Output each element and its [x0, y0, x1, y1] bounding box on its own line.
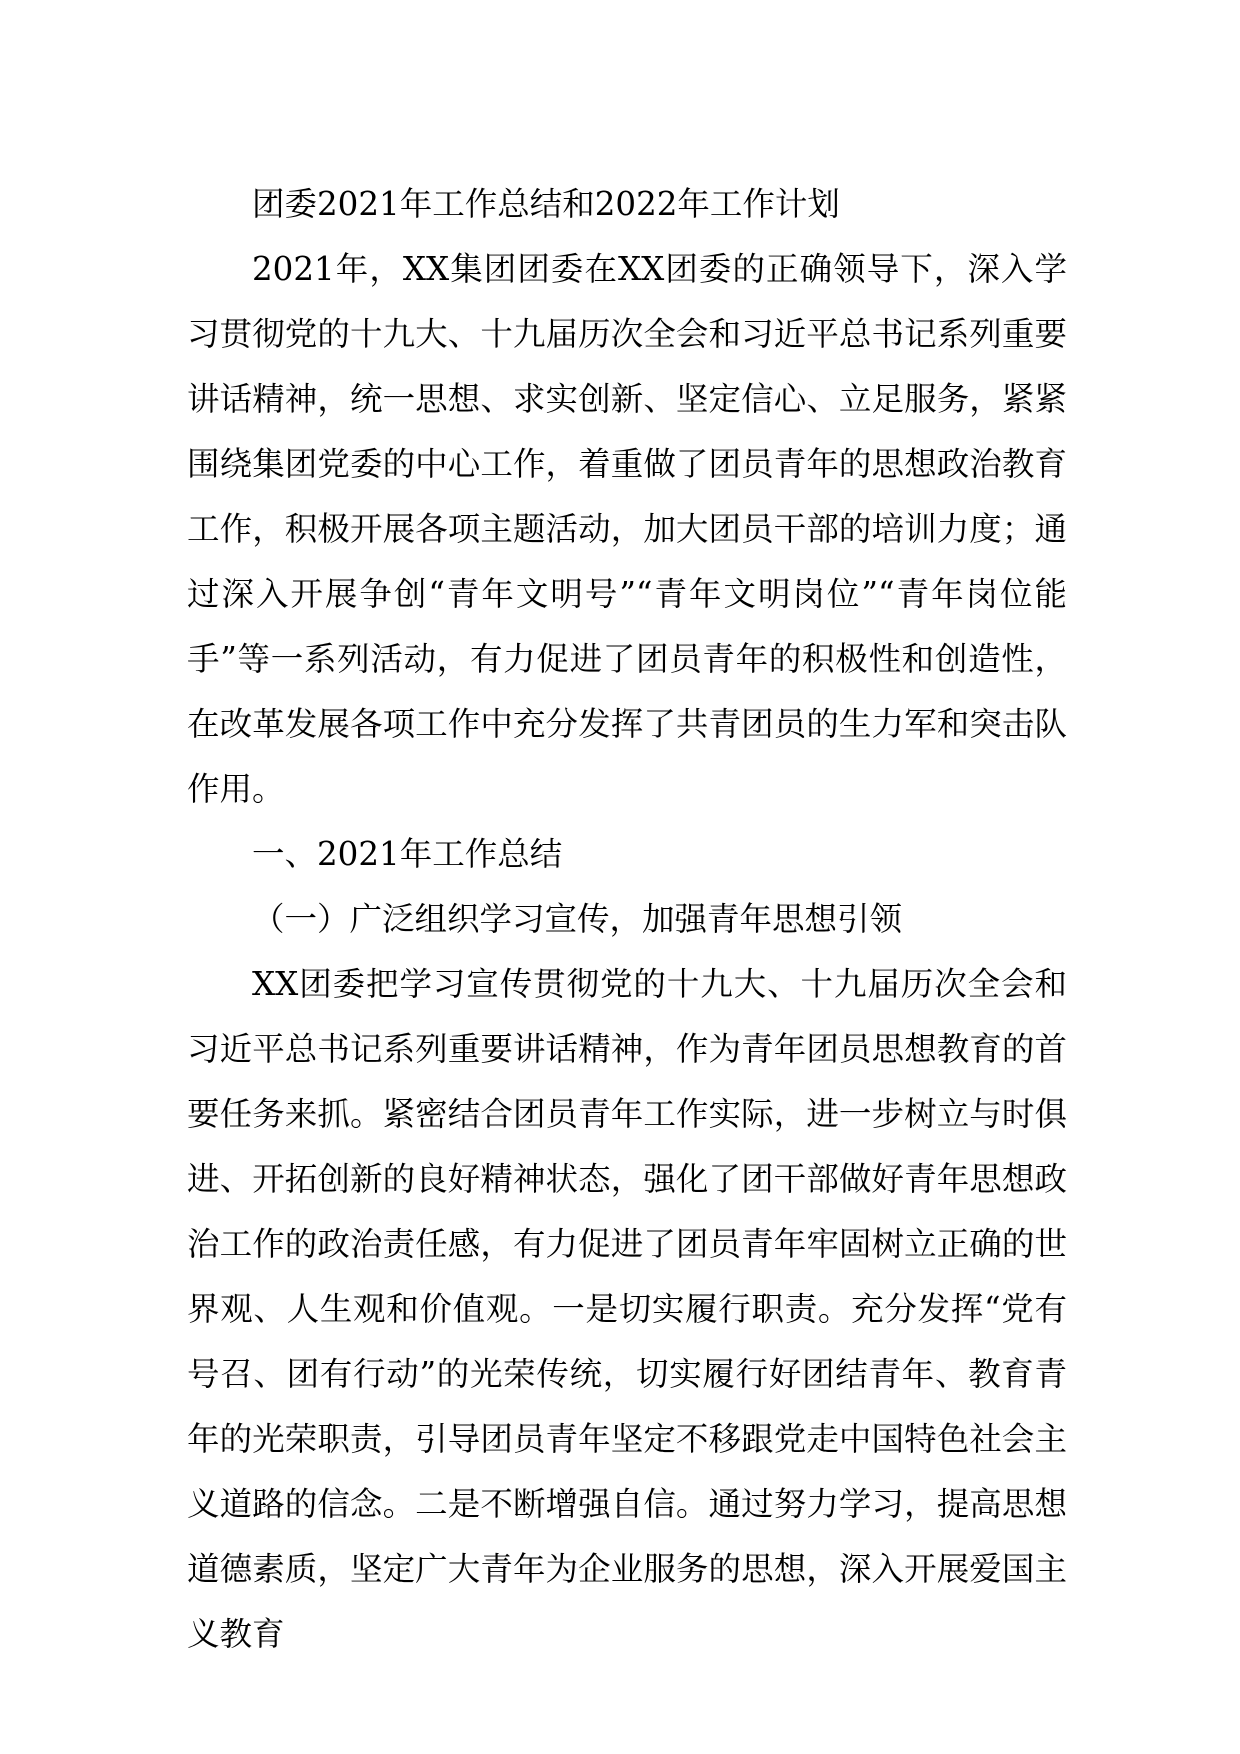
intro-paragraph: 2021年，XX集团团委在XX团委的正确领导下，深入学习贯彻党的十九大、十九届历次全会和习近平总书记系列重要讲话精神，统一思想、求实创新、坚定信心、立足服务，紧紧围绕集团党委的中心工作，着重做了团员青年的思想政治教育工作，积极开展各项主题活动，加大团员干部的培训力度；通过深入开展争创“青年文明号”“青年文明岗位”“青年岗位能手”等一系列活动，有力促进了团员青年的积极性和创造性，在改革发展各项工作中充分发挥了共青团员的生力军和突击队作用。	[187, 250, 1067, 808]
subsection-heading: （一）广泛组织学习宣传，加强青年思想引领	[252, 900, 903, 938]
section-heading: 一、2021年工作总结	[252, 835, 563, 873]
document-body	[187, 172, 1067, 1667]
body-paragraph: XX团委把学习宣传贯彻党的十九大、十九届历次全会和习近平总书记系列重要讲话精神，作为青年团员思想教育的首要任务来抓。紧密结合团员青年工作实际，进一步树立与时俱进、开拓创新的良好精神状态，强化了团干部做好青年思想政治工作的政治责任感，有力促进了团员青年牢固树立正确的世界观、人生观和价值观。一是切实履行职责。充分发挥“党有号召、团有行动”的光荣传统，切实履行好团结青年、教育青年的光荣职责，引导团员青年坚定不移跟党走中国特色社会主义道路的信念。二是不断增强自信。通过努力学习，提高思想道德素质，坚定广大青年为企业服务的思想，深入开展爱国主义教育	[187, 965, 1067, 1653]
document-title: 团委2021年工作总结和2022年工作计划	[252, 185, 840, 223]
